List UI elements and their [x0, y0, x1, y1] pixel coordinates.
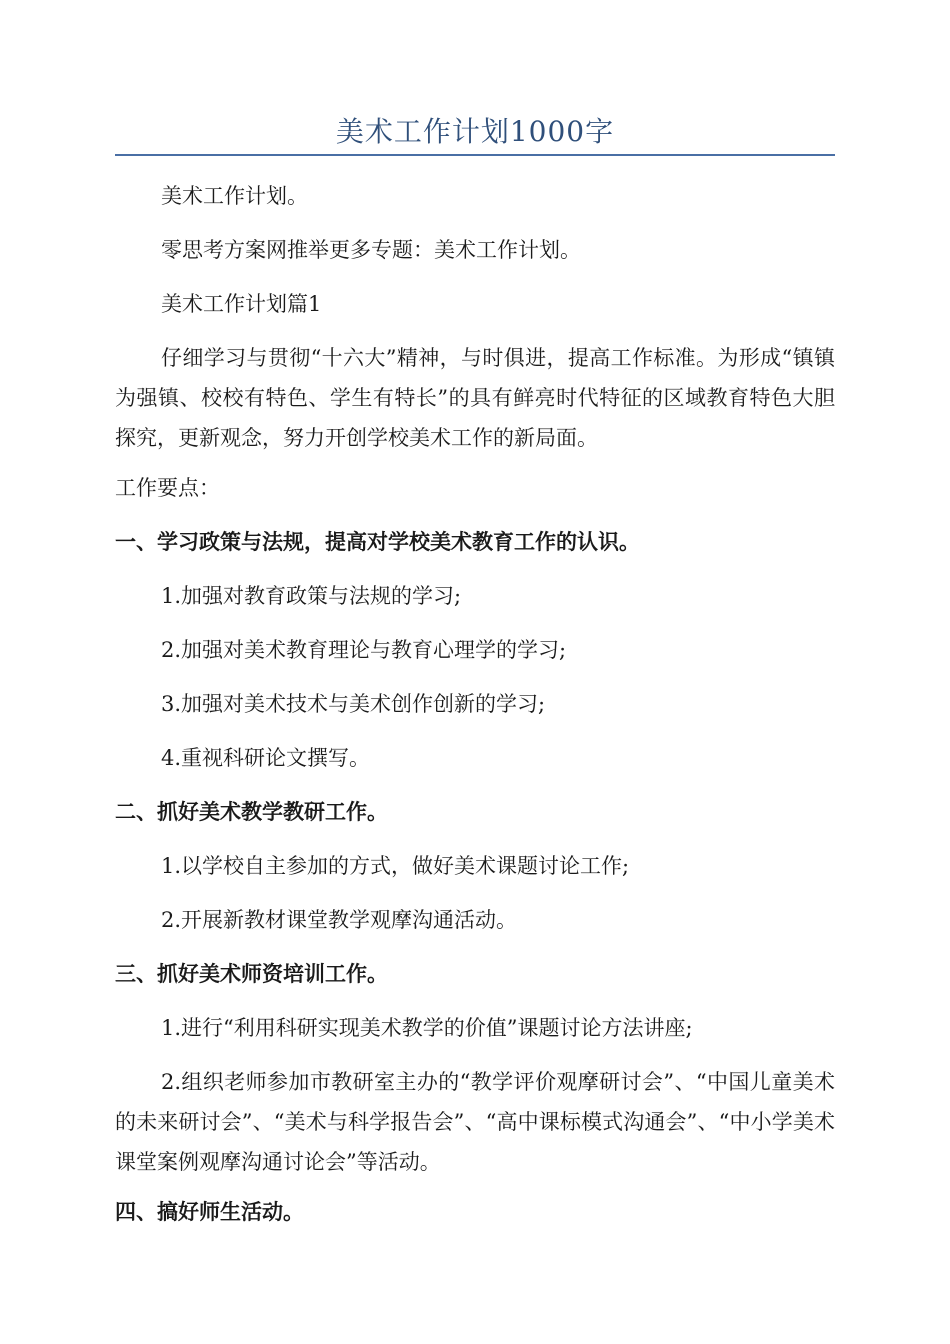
- section-heading: 二、抓好美术教学教研工作。: [115, 800, 388, 824]
- section-heading: 四、搞好师生活动。: [115, 1200, 304, 1224]
- section-heading: 一、学习政策与法规，提高对学校美术教育工作的认识。: [115, 530, 640, 554]
- list-item: 2.组织老师参加市教研室主办的“教学评价观摩研讨会”、“中国儿童美术的未来研讨会”、“美术与科学报告会”、“高中课标模式沟通会”、“中小学美术课堂案例观摩沟通讨论会”等活动。: [115, 1070, 835, 1174]
- paragraph: 工作要点：: [115, 476, 220, 500]
- list-item: 2.开展新教材课堂教学观摩沟通活动。: [161, 908, 518, 932]
- list-item: 1.以学校自主参加的方式，做好美术课题讨论工作;: [161, 854, 630, 878]
- paragraph: 零思考方案网推举更多专题：美术工作计划。: [161, 238, 581, 262]
- paragraph: 仔细学习与贯彻“十六大”精神，与时俱进，提高工作标准。为形成“镇镇为强镇、校校有特色、学生有特长”的具有鲜亮时代特征的区域教育特色大胆探究，更新观念，努力开创学校美术工作的新局面。: [115, 346, 835, 450]
- document-title: 美术工作计划1000字: [335, 115, 615, 148]
- title-underline: [115, 154, 835, 156]
- list-item: 3.加强对美术技术与美术创作创新的学习;: [161, 692, 546, 716]
- list-item: 1.进行“利用科研实现美术教学的价值”课题讨论方法讲座;: [161, 1016, 693, 1040]
- list-item: 1.加强对教育政策与法规的学习;: [161, 584, 462, 608]
- list-item: 2.加强对美术教育理论与教育心理学的学习;: [161, 638, 567, 662]
- section-heading: 三、抓好美术师资培训工作。: [115, 962, 388, 986]
- paragraph: 美术工作计划篇1: [161, 292, 322, 316]
- list-item: 4.重视科研论文撰写。: [161, 746, 371, 770]
- paragraph: 美术工作计划。: [161, 184, 308, 208]
